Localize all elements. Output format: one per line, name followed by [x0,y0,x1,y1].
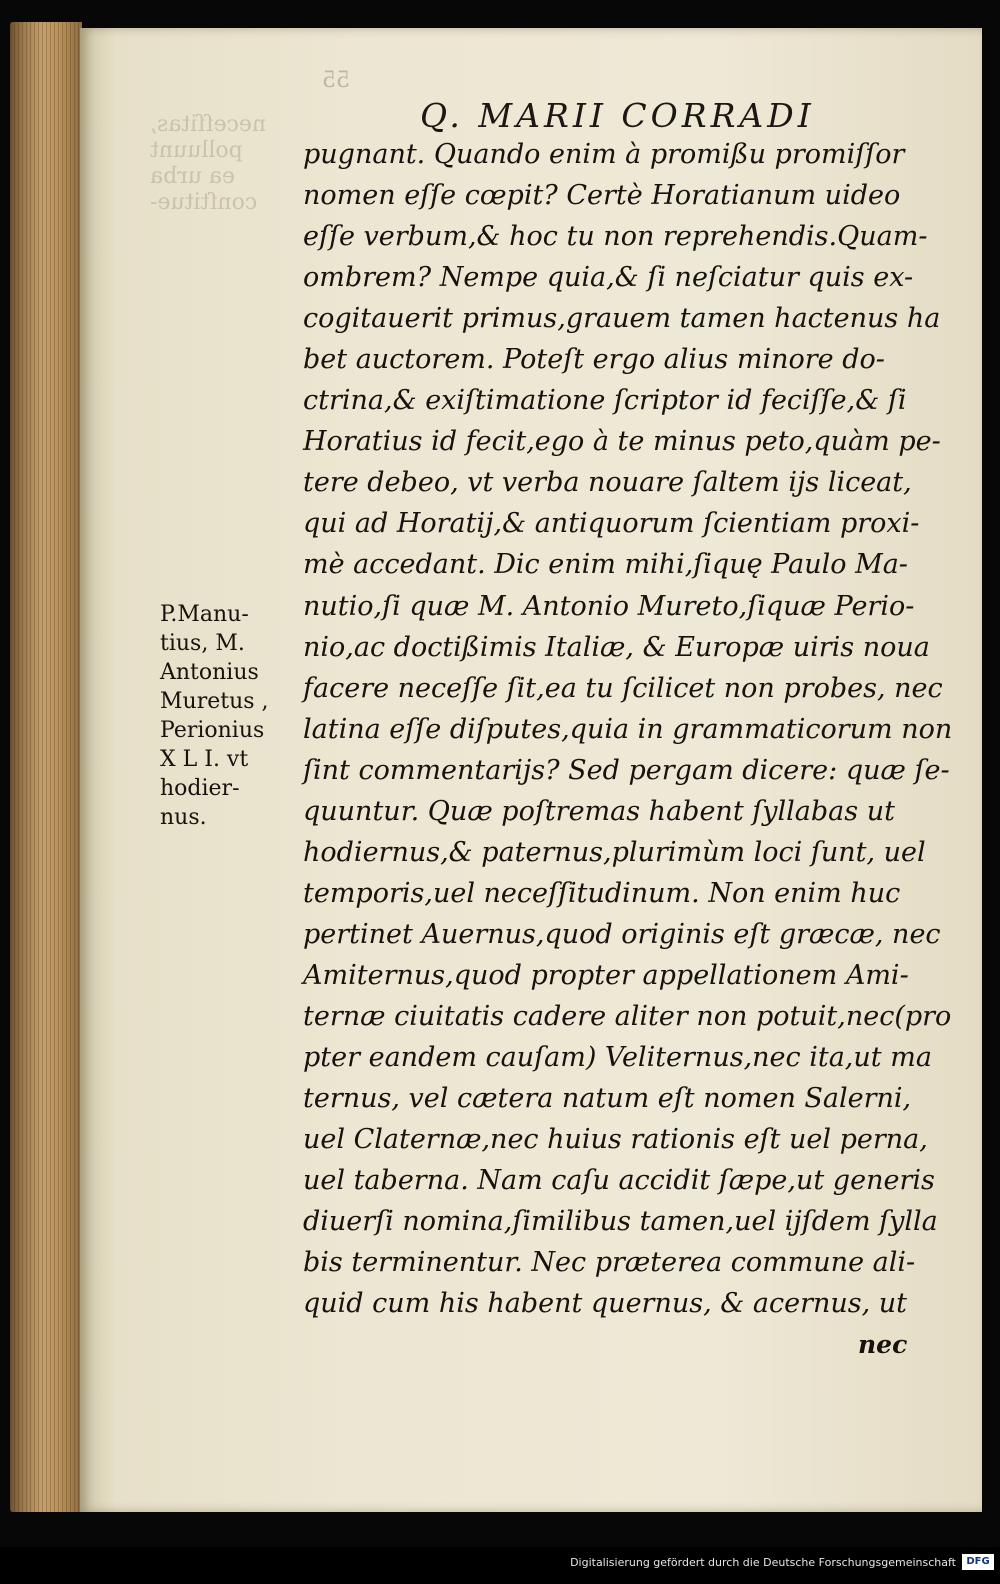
body-line: uel taberna. Nam caſu accidit ſæpe,ut generis [303,1165,935,1197]
body-line: cogitauerit primus,grauem tamen hactenus ha [303,303,941,335]
body-line: nomen eſſe cœpit? Certè Horatianum uideo [303,180,901,212]
body-line: latina eſſe diſputes,quia in grammaticorum non [303,713,953,745]
margin-note-line: Antonius [160,660,259,685]
body-line: hodiernus,& paternus,plurimùm loci ſunt, uel [303,836,926,868]
body-line: ternæ ciuitatis cadere aliter non potuit,nec(pro [303,1000,952,1032]
body-line: nio,ac doctißimis Italiæ, & Europæ uiris noua [303,631,930,663]
body-line: nutio,ſi quæ M. Antonio Mureto,ſiquæ Perio- [303,590,915,622]
body-line: uel Claternæ,nec huius rationis eſt uel perna, [303,1124,928,1156]
margin-note-line: hodier- [160,776,240,801]
page-edge-texture [10,22,82,1512]
margin-note-line: tius, M. [160,631,245,656]
body-line: Amiternus,quod propter appellationem Ami- [303,959,909,991]
body-line: eſſe verbum,& hoc tu non reprehendis.Quam- [303,221,928,253]
body-line: ſint commentarijs? Sed pergam dicere: quæ ſe- [303,754,950,786]
book-page-edges [10,22,82,1512]
margin-note [160,600,295,832]
body-line: pugnant. Quando enim à promißu promiſſor [303,139,905,170]
margin-note-line: X L I. vt [160,747,249,772]
body-line: ctrina,& exiſtimatione ſcriptor id feciſſe,& ſi [303,385,907,417]
show-through-line: polluunt [150,138,243,163]
catchword: nec [858,1330,908,1359]
body-line: pertinet Auernus,quod originis eſt græcæ, nec [303,918,941,950]
body-line: temporis,uel neceſſitudinum. Non enim huc [303,877,901,909]
body-line: ternus, vel cætera natum eſt nomen Salerni, [303,1083,912,1115]
body-text [303,134,953,1324]
body-line: quid cum his habent quernus, & acernus, ut [303,1288,908,1320]
body-line: Horatius id fecit,ego à te minus peto,quàm pe- [303,426,941,458]
body-line: facere neceſſe ſit,ea tu ſcilicet non probes, nec [303,672,943,704]
dfg-logo: DFG [962,1554,994,1570]
body-line: bet auctorem. Poteſt ergo alius minore do- [303,344,885,376]
show-through-line: conſtitue- [150,190,258,215]
body-line: tere debeo, vt verba nouare ſaltem ijs liceat, [303,467,912,499]
body-line: quuntur. Quæ poſtremas habent ſyllabas ut [303,795,895,827]
margin-note-line: Perionius [160,718,265,743]
show-through-text [150,112,300,312]
margin-note-line: P.Manu- [160,602,249,627]
body-line: pter eandem cauſam) Veliternus,nec ita,ut ma [303,1042,932,1074]
show-through-page-number: 55 [322,68,350,93]
margin-note-line: nus. [160,805,207,830]
body-line: diuerſi nomina,ſimilibus tamen,uel ijſdem ſylla [303,1206,938,1238]
footer-credit: Digitalisierung gefördert durch die Deutsche Forschungsgemeinschaft [570,1556,956,1569]
margin-note-line: Muretus , [160,689,269,714]
running-head: Q. MARII CORRADI [420,96,815,135]
body-line: ombrem? Nempe quia,& ſi neſciatur quis ex- [303,262,914,294]
body-line: mè accedant. Dic enim mihi,ſiquę Paulo Ma- [303,549,908,581]
body-line: bis terminentur. Nec præterea commune ali- [303,1247,916,1279]
body-line: qui ad Horatij,& antiquorum ſcientiam proxi- [303,508,920,540]
show-through-line: ea urba [150,164,236,189]
show-through-line: neceſſitas, [150,112,267,137]
